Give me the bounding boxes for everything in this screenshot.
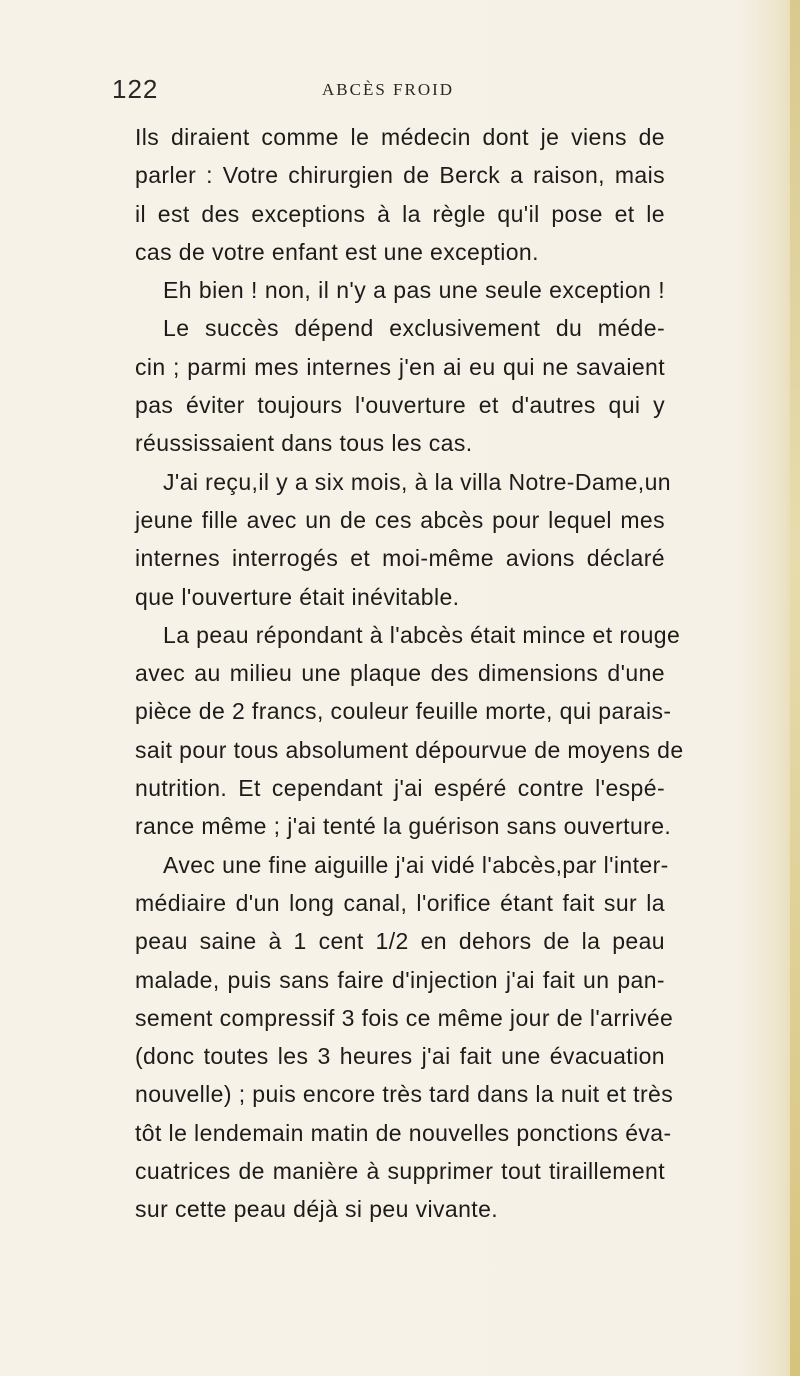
text-line: internes interrogés et moi-même avions déclaré [135, 545, 665, 572]
text-line: que l'ouverture était inévitable. [135, 583, 460, 610]
page-number: 122 [112, 74, 159, 104]
text-line: il est des exceptions à la règle qu'il pose et le [135, 200, 665, 227]
text-line: cin ; parmi mes internes j'en ai eu qui ne savaient [135, 353, 665, 380]
text-line: J'ai reçu,il y a six mois, à la villa Notre-Dame,un [163, 468, 671, 495]
body-text [135, 118, 684, 1229]
running-title: ABCÈS FROID [322, 80, 455, 99]
text-line: Le succès dépend exclusivement du méde- [163, 315, 665, 342]
text-line: Eh bien ! non, il n'y a pas une seule exception ! [163, 277, 665, 304]
text-line: médiaire d'un long canal, l'orifice étant fait sur la [135, 889, 665, 916]
text-line: sement compressif 3 fois ce même jour de l'arrivée [135, 1004, 674, 1031]
text-line: nutrition. Et cependant j'ai espéré contre l'espé- [135, 775, 665, 802]
text-line: nouvelle) ; puis encore très tard dans la nuit et très [135, 1081, 674, 1108]
text-line: jeune fille avec un de ces abcès pour lequel mes [135, 506, 665, 533]
text-line: tôt le lendemain matin de nouvelles ponctions éva- [135, 1119, 672, 1146]
text-line: peau saine à 1 cent 1/2 en dehors de la peau [135, 928, 665, 955]
text-line: avec au milieu une plaque des dimensions d'une [135, 660, 665, 687]
page-header [112, 74, 672, 110]
text-line: Ils diraient comme le médecin dont je viens de [135, 124, 665, 150]
text-line: sait pour tous absolument dépourvue de moyens de [135, 736, 684, 763]
text-line: parler : Votre chirurgien de Berck a raison, mais [135, 162, 665, 189]
page-edge [790, 0, 800, 1376]
text-line: pas éviter toujours l'ouverture et d'autres qui y [135, 392, 665, 419]
text-line: La peau répondant à l'abcès était mince et rouge [163, 621, 681, 648]
text-line: Avec une fine aiguille j'ai vidé l'abcès,par l'inter- [163, 851, 669, 878]
text-line: réussissaient dans tous les cas. [135, 430, 473, 457]
text-line: malade, puis sans faire d'injection j'ai fait un pan- [135, 966, 665, 993]
text-line: sur cette peau déjà si peu vivante. [135, 1196, 499, 1223]
text-line: (donc toutes les 3 heures j'ai fait une évacuation [135, 1043, 665, 1070]
text-line: cuatrices de manière à supprimer tout tiraillement [135, 1158, 665, 1185]
text-line: rance même ; j'ai tenté la guérison sans ouverture. [135, 813, 672, 840]
text-line: cas de votre enfant est une exception. [135, 238, 539, 265]
text-line: pièce de 2 francs, couleur feuille morte, qui parais- [135, 698, 672, 725]
